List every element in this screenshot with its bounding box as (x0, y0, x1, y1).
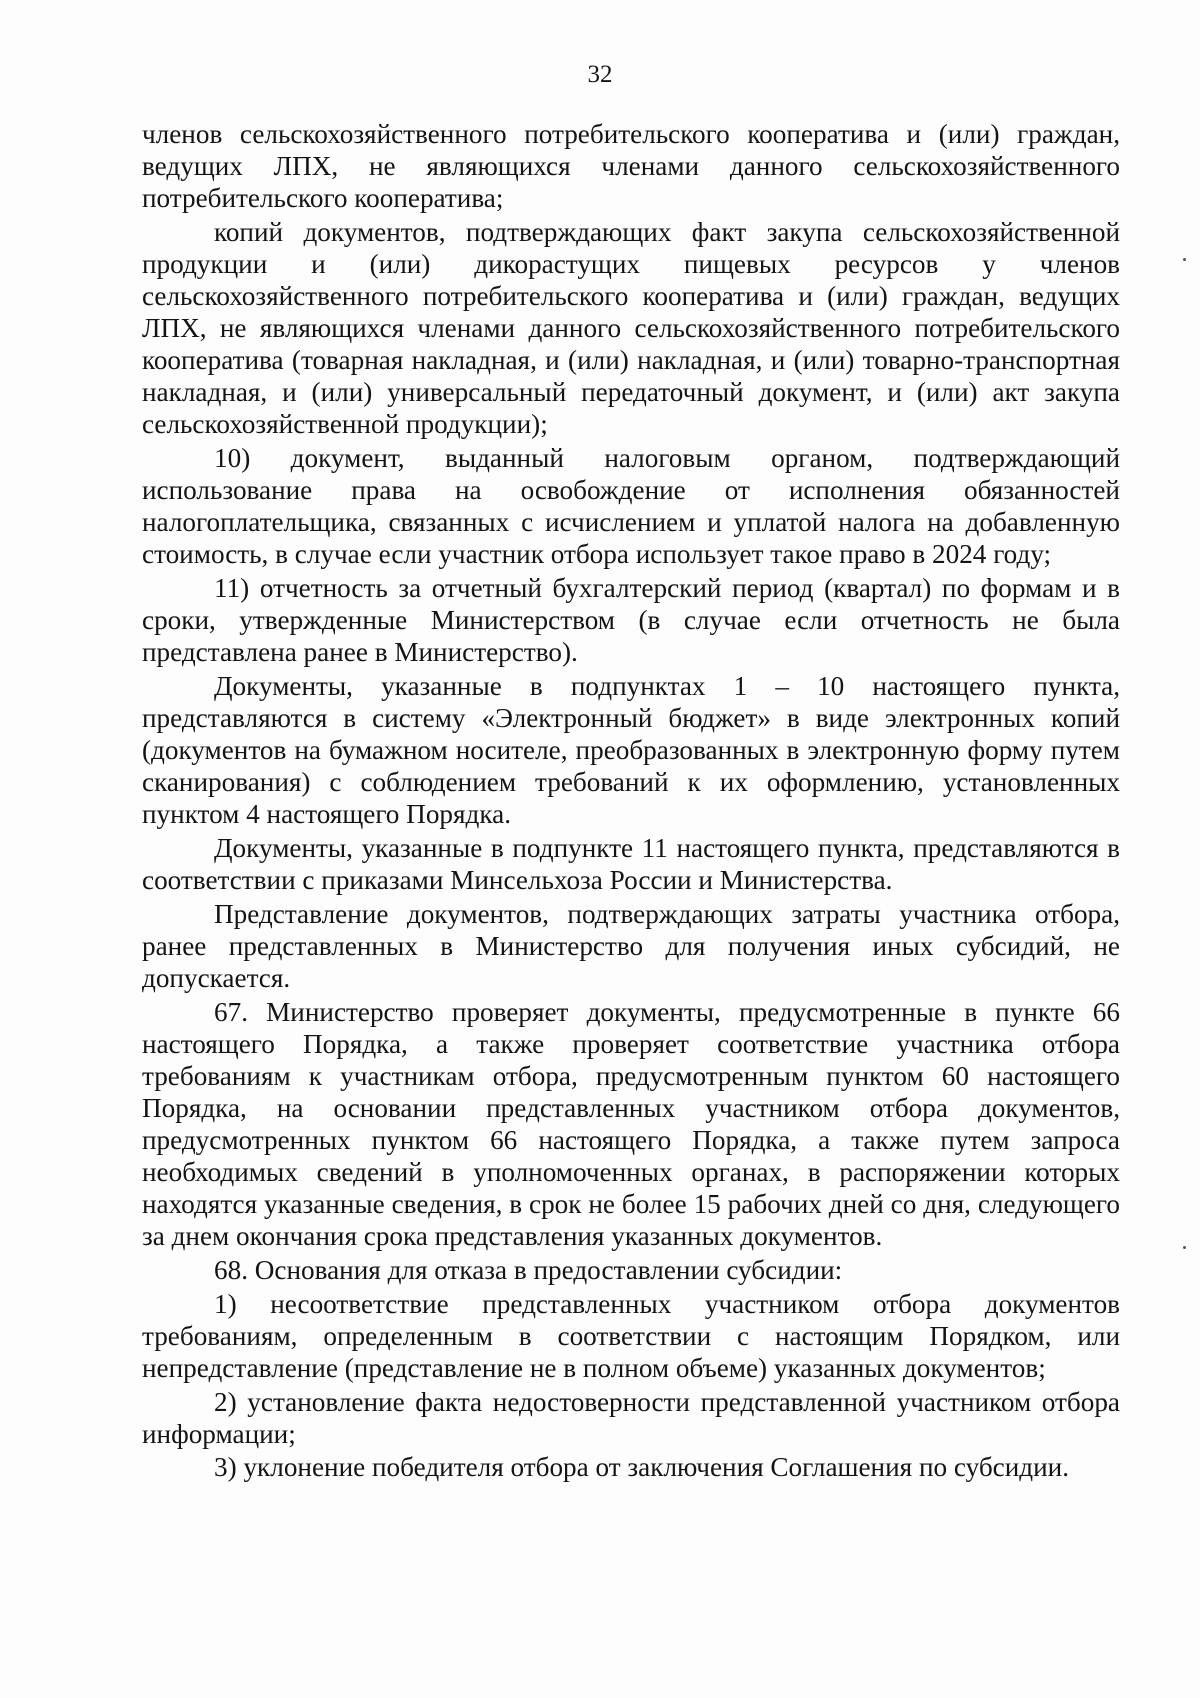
body-paragraph: 11) отчетность за отчетный бухгалтерский период (квартал) по формам и в сроки, утвержденные Министерством (в случае если отчетность не была представлена ранее в Министерство). (142, 573, 1120, 668)
body-paragraph: Документы, указанные в подпункте 11 настоящего пункта, представляются в соответствии с приказами Минсельхоза России и Министерства. (142, 833, 1120, 896)
document-body (142, 118, 1120, 1485)
scan-speck (1183, 258, 1186, 261)
page-number: 32 (587, 61, 613, 88)
body-paragraph: 1) несоответствие представленных участником отбора документов требованиям, определенным в соответствии с настоящим Порядком, или непредставление (представление не в полном объеме) указанных документов; (142, 1288, 1120, 1383)
body-paragraph: 2) установление факта недостоверности представленной участником отбора информации; (142, 1386, 1120, 1449)
body-paragraph: 10) документ, выданный налоговым органом, подтверждающий использование права на освобождение от исполнения обязанностей налогоплательщика, связанных с исчислением и уплатой налога на добавленную стоимость, в случае если участник отбора использует такое право в 2024 году; (142, 443, 1120, 570)
body-paragraph: 67. Министерство проверяет документы, предусмотренные в пункте 66 настоящего Порядка, а также проверяет соответствие участника отбора требованиям к участникам отбора, предусмотренным пунктом 60 настоящего Порядка, на основании представленных участником отбора документов, предусмотренных пунктом 66 настоящего Порядка, а также путем запроса необходимых сведений в уполномоченных органах, в распоряжении которых находятся указанные сведения, в срок не более 15 рабочих дней со дня, следующего за днем окончания срока представления указанных документов. (142, 996, 1120, 1252)
body-paragraph: Документы, указанные в подпунктах 1 – 10 настоящего пункта, представляются в систему «Электронный бюджет» в виде электронных копий (документов на бумажном носителе, преобразованных в электронную форму путем сканирования) с соблюдением требований к их оформлению, установленных пунктом 4 настоящего Порядка. (142, 670, 1120, 830)
scan-speck (1183, 1246, 1186, 1249)
body-paragraph: членов сельскохозяйственного потребительского кооператива и (или) граждан, ведущих ЛПХ, не являющихся членами данного сельскохозяйственного потребительского кооператива; (142, 119, 1120, 214)
body-paragraph: копий документов, подтверждающих факт закупа сельскохозяйственной продукции и (или) дикорастущих пищевых ресурсов у членов сельскохозяйственного потребительского кооператива и (или) граждан, ведущих ЛПХ, не являющихся членами данного сельскохозяйственного потребительского кооператива (товарная накладная, и (или) накладная, и (или) товарно-транспортная накладная, и (или) универсальный передаточный документ, и (или) акт закупа сельскохозяйственной продукции); (142, 216, 1120, 440)
body-paragraph: 68. Основания для отказа в предоставлении субсидии: (214, 1255, 843, 1286)
body-paragraph: 3) уклонение победителя отбора от заключения Соглашения по субсидии. (214, 1452, 1070, 1483)
body-paragraph: Представление документов, подтверждающих затраты участника отбора, ранее представленных в Министерство для получения иных субсидий, не допускается. (142, 898, 1120, 993)
